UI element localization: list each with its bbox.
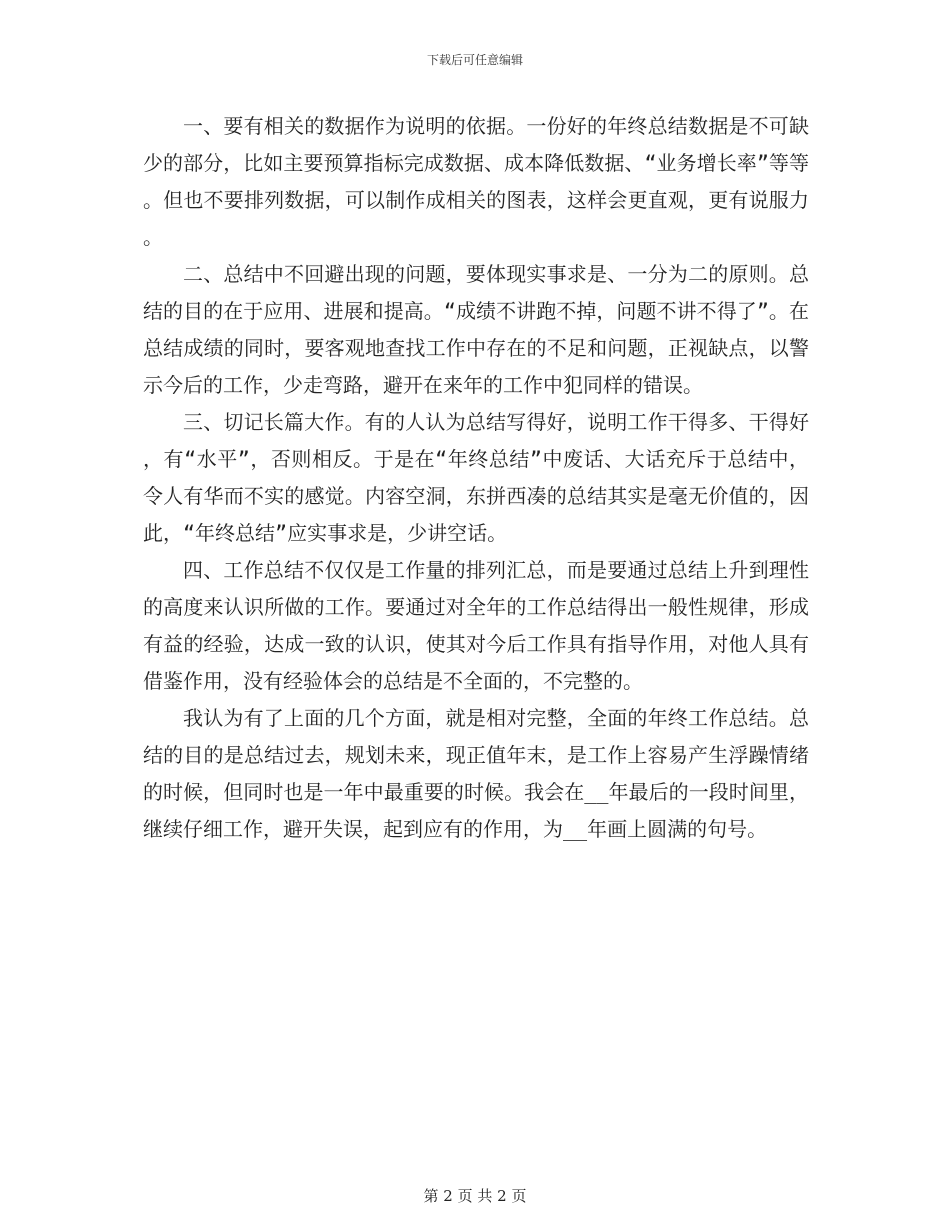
paragraph-point-four: 四、工作总结不仅仅是工作量的排列汇总，而是要通过总结上升到理性的高度来认识所做的工作。要通过对全年的工作总结得出一般性规律，形成有益的经验，达成一致的认识，使其对今后工作具有指导作用，对他人具有借鉴作用，没有经验体会的总结是不全面的，不完整的。 [143,558,809,693]
page-number-footer: 第 2 页 共 2 页 [423,1187,527,1205]
paragraph-conclusion: 我认为有了上面的几个方面，就是相对完整，全面的年终工作总结。总结的目的是总结过去，规划未来，现正值年末，是工作上容易产生浮躁情绪的时候，但同时也是一年中最重要的时候。我会在__年最后的一段时间里，继续仔细工作，避开失误，起到应有的作用，为__年画上圆满的句号。 [143,706,809,841]
page-header-note: 下载后可任意编辑 [426,53,523,67]
document-body [143,108,809,848]
paragraph-point-three: 三、切记长篇大作。有的人认为总结写得好，说明工作干得多、干得好，有“水平”，否则相反。于是在“年终总结”中废话、大话充斥于总结中，令人有华而不实的感觉。内容空洞，东拼西凑的总结其实是毫无价值的，因此，“年终总结”应实事求是，少讲空话。 [143,410,809,545]
paragraph-point-one: 一、要有相关的数据作为说明的依据。一份好的年终总结数据是不可缺少的部分，比如主要预算指标完成数据、成本降低数据、“业务增长率”等等。但也不要排列数据，可以制作成相关的图表，这样会更直观，更有说服力。 [143,114,809,249]
paragraph-point-two: 二、总结中不回避出现的问题，要体现实事求是、一分为二的原则。总结的目的在于应用、进展和提高。“成绩不讲跑不掉，问题不讲不得了”。在总结成绩的同时，要客观地查找工作中存在的不足和问题，正视缺点，以警示今后的工作，少走弯路，避开在来年的工作中犯同样的错误。 [143,262,809,397]
